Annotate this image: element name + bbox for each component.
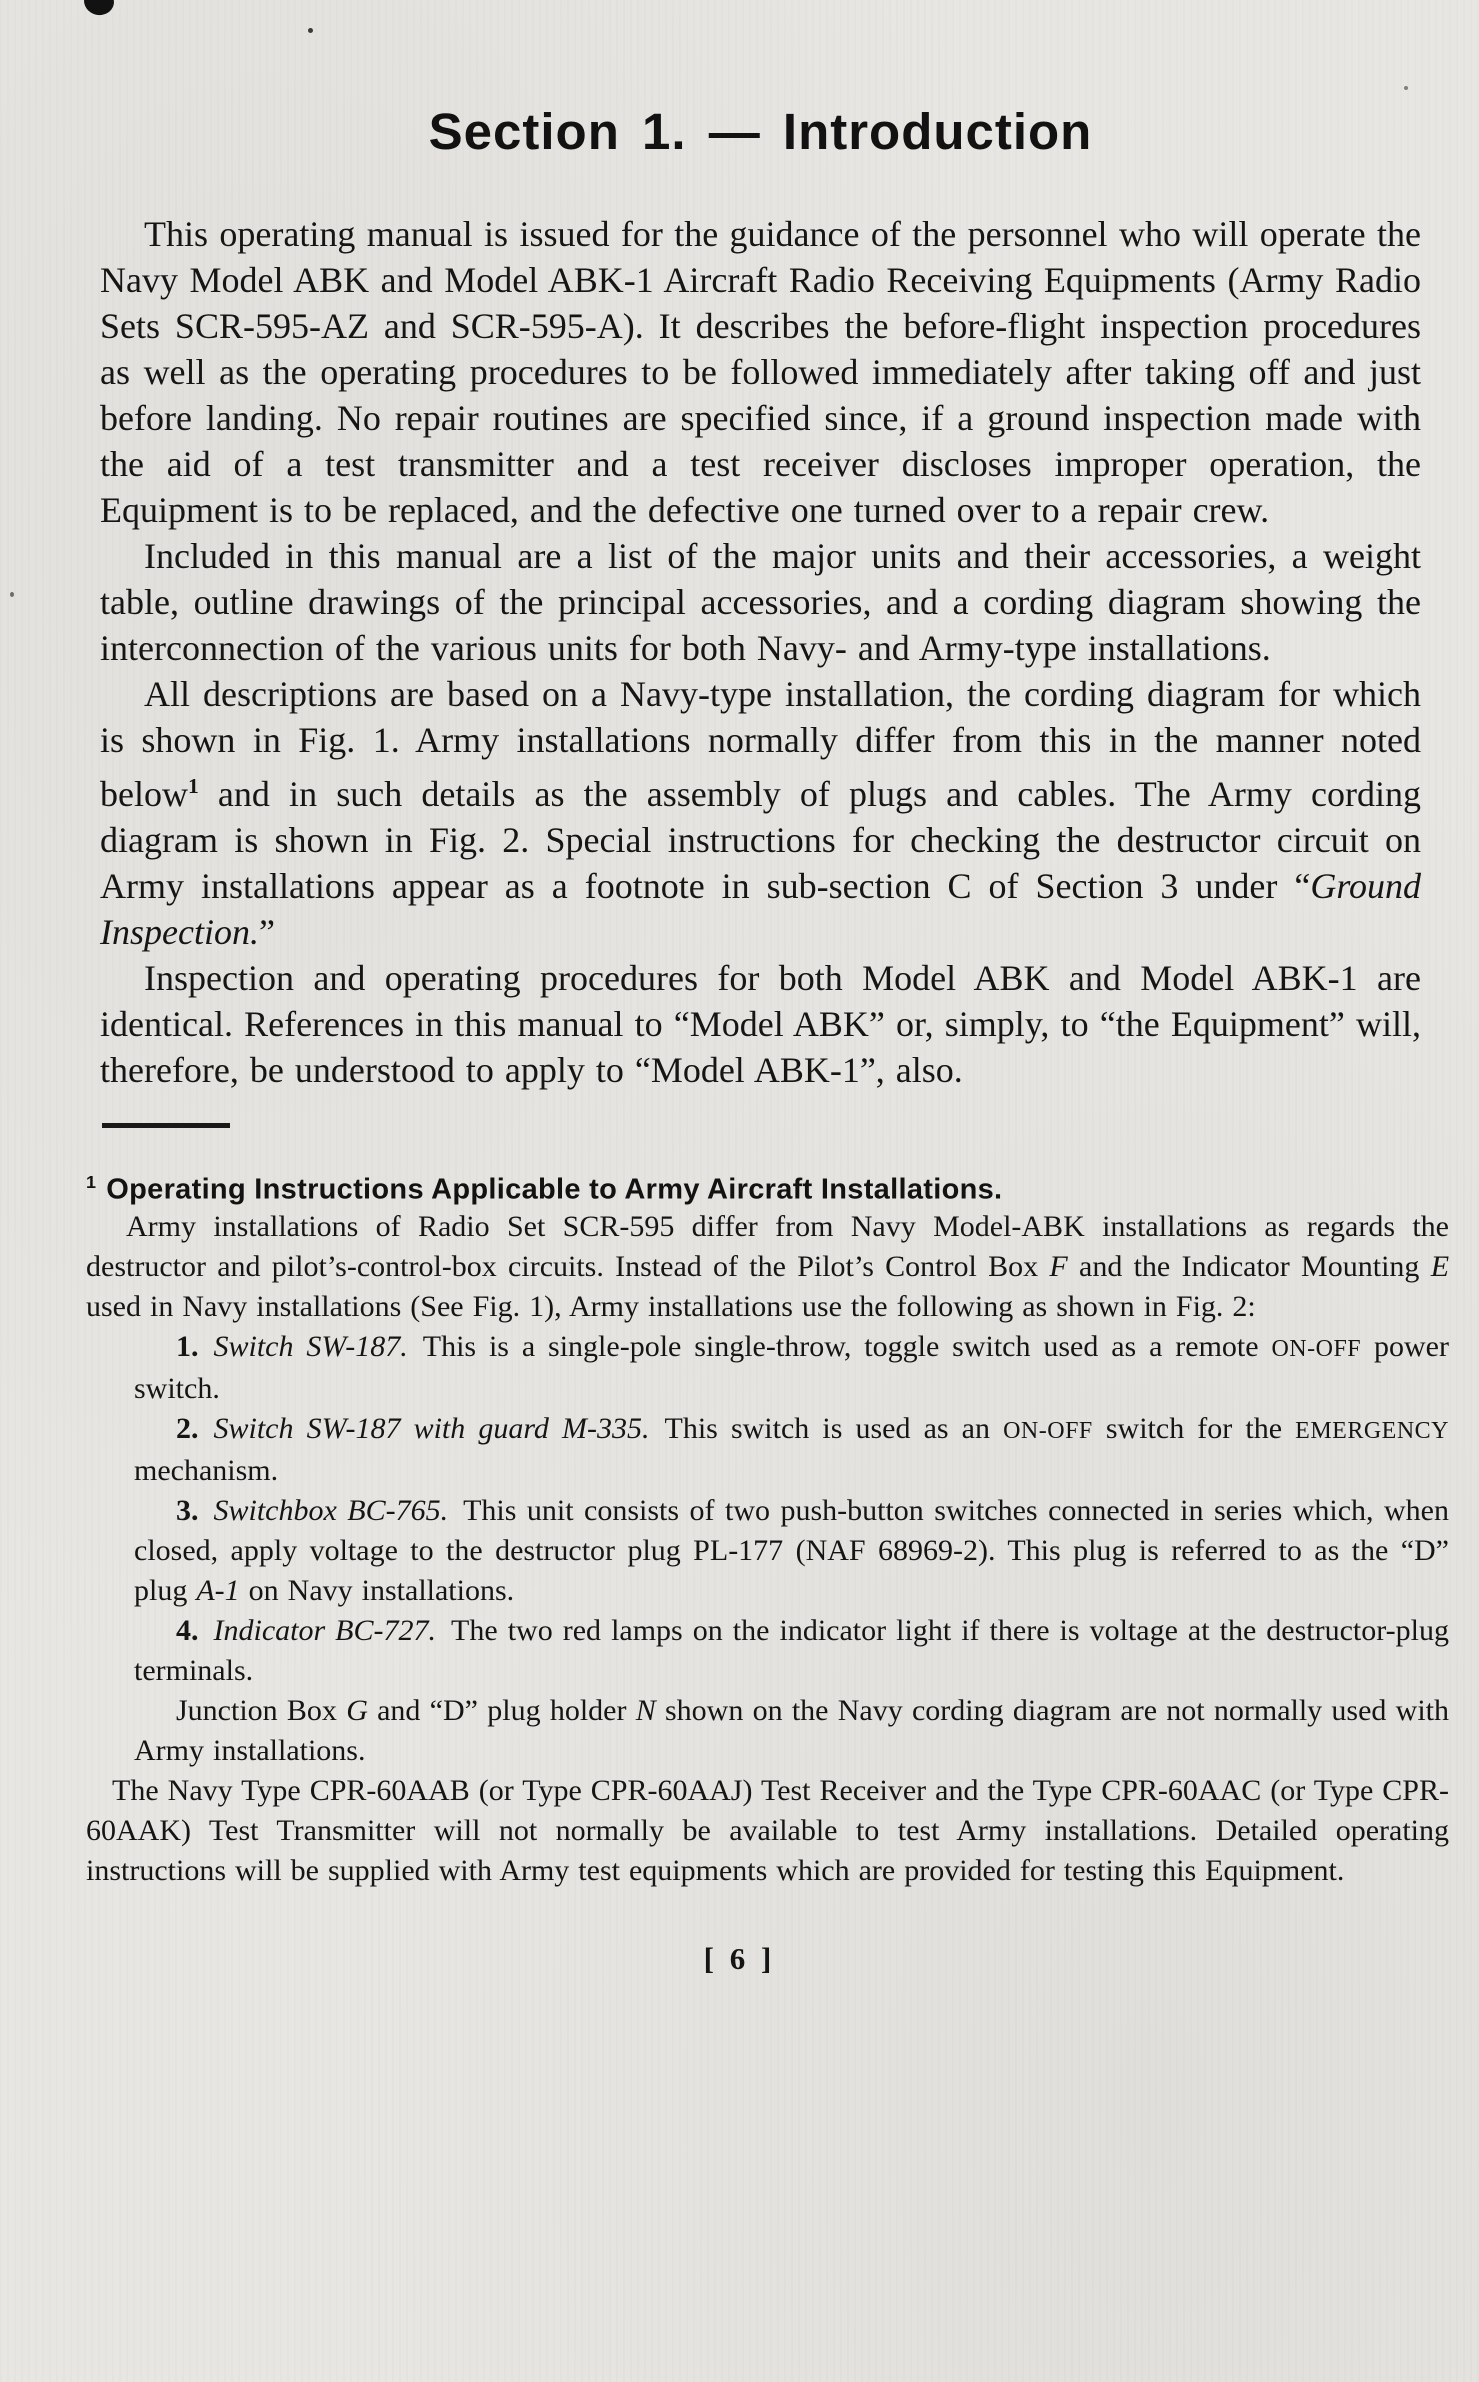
text-run: The Navy Type CPR-60AAB (or Type CPR-60AAJ) Test Receiver and the Type CPR-60AAC (or Type CPR-60AAK) Test Transmitter will not normally be available to test Army installations. Detailed operating instructions will be supplied with Army test equipments which are provided for testing this Equipment. <box>86 1773 1449 1887</box>
text-run: used in Navy installations (See Fig. 1), Army installations use the following as shown in Fig. 2: <box>86 1289 1256 1323</box>
text-run: 3. <box>176 1493 199 1527</box>
text-run: shown on the Navy cording diagram are not normally used with Army installations. <box>134 1693 1450 1767</box>
footnote-paragraph <box>86 1691 1449 1771</box>
text-run: N <box>635 1693 656 1727</box>
text-run: This unit consists of two push-button switches connected in series which, when closed, apply voltage to the destructor plug PL-177 (NAF 68969-2). This plug is referred to as the “D” plug <box>134 1493 1449 1607</box>
page-number: [ 6 ] <box>703 1940 776 1976</box>
text-run: ON-OFF <box>1003 1417 1093 1444</box>
paragraph <box>100 671 1421 955</box>
text-run: This is a single-pole single-throw, toggle switch used as a remote <box>407 1329 1272 1363</box>
text-run: EMERGENCY <box>1295 1417 1449 1444</box>
text-run: Junction Box <box>176 1693 347 1727</box>
text-run: and the Indicator Mounting <box>1067 1249 1431 1283</box>
footnote-block <box>0 1123 1479 1891</box>
text-run: and in such details as the assembly of plugs and cables. The Army cording diagram is shown in Fig. 2. Special instructions for checking the destructor circuit on Army installations appear as a footnote in sub-section C of Section 3 under “ <box>100 774 1421 906</box>
text-run: E <box>1430 1249 1450 1283</box>
paper-speck <box>10 592 14 597</box>
text-run: This operating manual is issued for the guidance of the personnel who will operate the Navy Model ABK and Model ABK-1 Aircraft Radio Receiving Equipments (Army Radio Sets SCR-595-AZ and SCR-595-A). It describes the before-flight inspection procedures as well as the operating procedures to be followed immediately after taking off and just before landing. No repair routines are specified since, if a ground inspection made with the aid of a test transmitter and a test receiver discloses improper operation, the Equipment is to be replaced, and the defective one turned over to a repair crew. <box>100 214 1421 530</box>
text-run: F <box>1049 1249 1068 1283</box>
text-run: Ground Inspection. <box>100 866 1421 952</box>
text-run: mechanism. <box>134 1453 279 1487</box>
text-run: Included in this manual are a list of the major units and their accessories, a weight table, outline drawings of the principal accessories, and a cording diagram showing the interconnection of the various units for both Navy- and Army-type installations. <box>100 536 1421 668</box>
footnote-marker: 1 <box>86 1172 97 1192</box>
text-run: on Navy installations. <box>239 1573 515 1607</box>
text-run: ” <box>258 912 275 952</box>
footnote-paragraph <box>86 1207 1449 1327</box>
text-run: switch for the <box>1092 1411 1296 1445</box>
text-run: Inspection and operating procedures for both Model ABK and Model ABK-1 are identical. References in this manual to “Model ABK” or, simply, to “the Equipment” will, therefore, be understood to apply to “Model ABK-1”, also. <box>100 958 1421 1090</box>
footnote-paragraph <box>86 1491 1449 1611</box>
text-run: Switch SW-187 with guard M-335. <box>213 1411 650 1445</box>
footnote-heading-text: Operating Instructions Applicable to Army Aircraft Installations. <box>106 1173 1003 1206</box>
text-run: and “D” plug holder <box>367 1693 636 1727</box>
section-title: Section 1. — Introduction <box>428 103 1093 160</box>
text-run: The two red lamps on the indicator light if there is voltage at the destructor-plug terminals. <box>134 1613 1449 1687</box>
paragraph <box>100 533 1421 671</box>
footnote-paragraph <box>86 1771 1449 1891</box>
text-run: This switch is used as an <box>649 1411 1004 1445</box>
footnote-paragraph <box>86 1611 1449 1691</box>
text-run: 1. <box>176 1329 199 1363</box>
text-run: 4. <box>176 1613 199 1647</box>
text-run: Switchbox BC-765. <box>213 1493 449 1527</box>
text-run: 1 <box>187 774 199 798</box>
footnote-paragraph <box>86 1327 1449 1409</box>
page-content <box>0 0 1479 1093</box>
text-run: Indicator BC-727. <box>213 1613 437 1647</box>
footnote-paragraph <box>86 1409 1449 1491</box>
paragraph <box>100 955 1421 1093</box>
paragraph <box>100 211 1421 533</box>
text-run: A-1 <box>196 1573 240 1607</box>
body-text <box>100 211 1421 1093</box>
text-run: Army installations of Radio Set SCR-595 differ from Navy Model-ABK installations as regards the destructor and pilot’s-control-box circuits. Instead of the Pilot’s Control Box <box>86 1209 1449 1283</box>
text-run: All descriptions are based on a Navy-type installation, the cording diagram for which is shown in Fig. 1. Army installations normally differ from this in the manner noted below <box>100 674 1421 814</box>
paper-speck <box>1404 86 1408 90</box>
footnote-text <box>86 1207 1449 1891</box>
paper-speck <box>308 28 313 33</box>
text-run: 2. <box>176 1411 199 1445</box>
footnote-heading <box>86 1172 1449 1207</box>
text-run: power switch. <box>134 1329 1449 1405</box>
text-run: ON-OFF <box>1271 1335 1362 1362</box>
text-run: G <box>346 1693 368 1727</box>
text-run: Switch SW-187. <box>213 1329 408 1363</box>
footnote-divider <box>102 1123 230 1128</box>
